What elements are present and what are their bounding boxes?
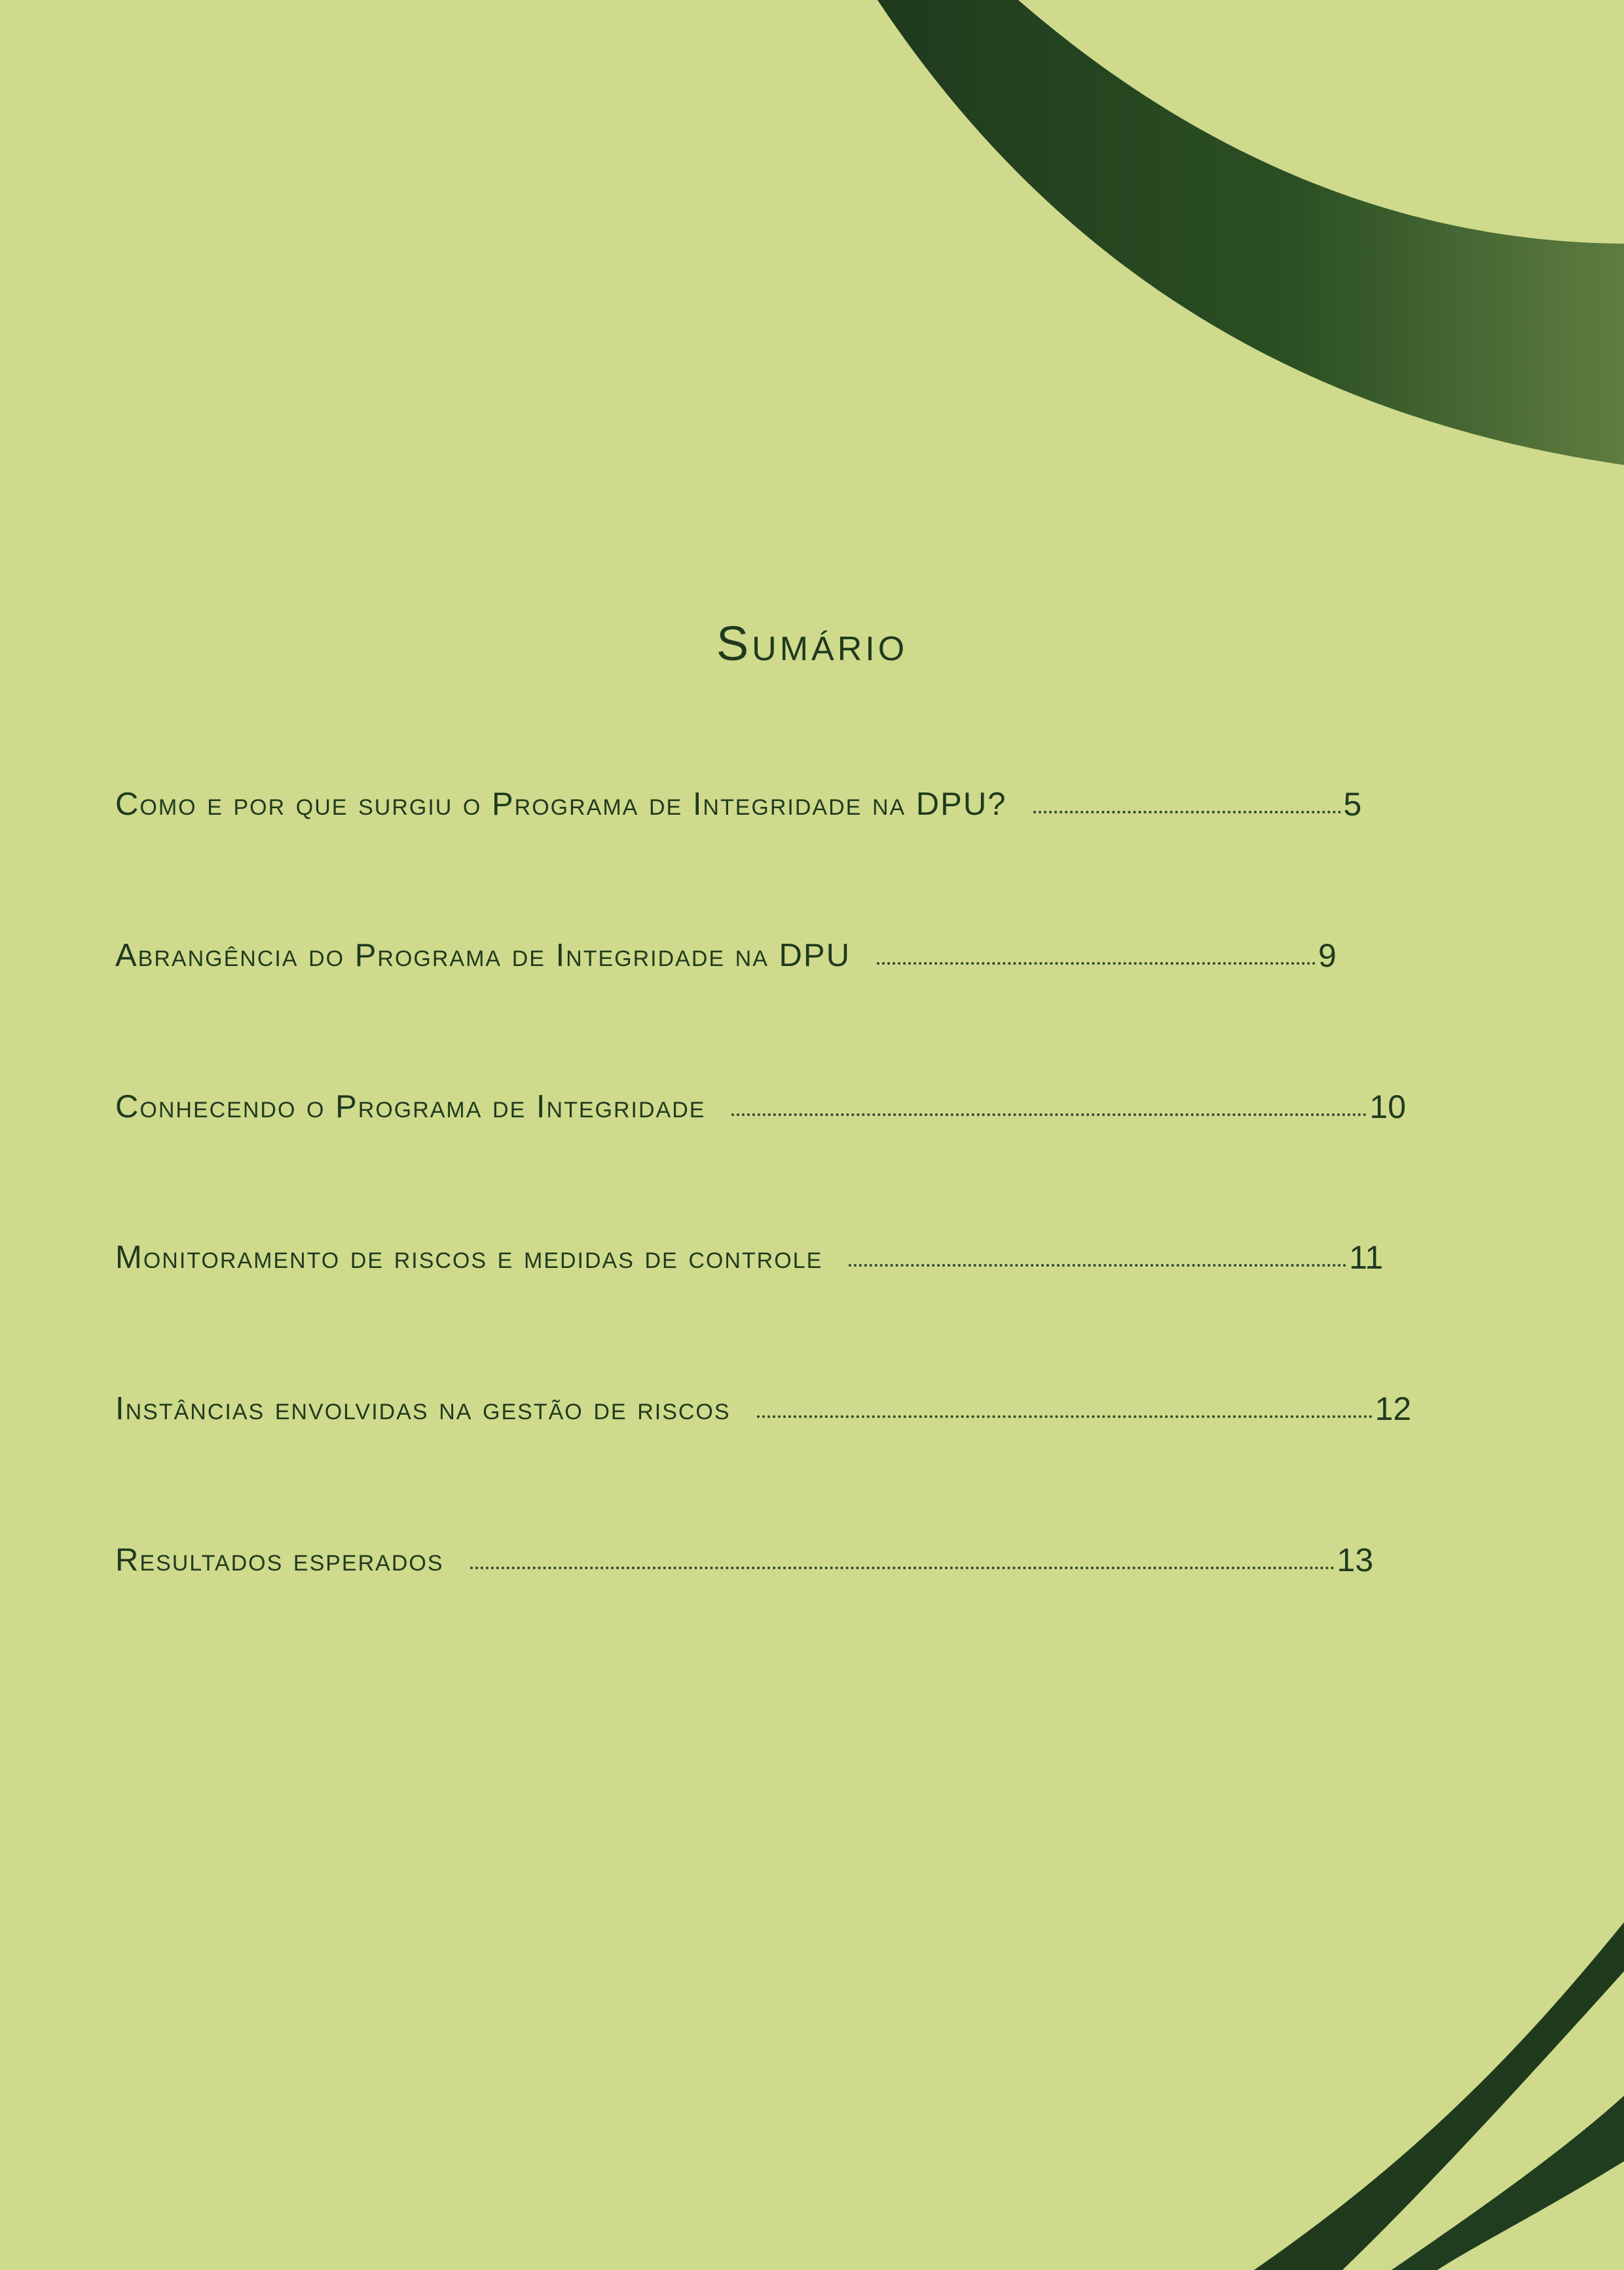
toc-entry-label: Como e por que surgiu o Programa de Integridade na DPU? xyxy=(115,787,1007,822)
toc-entry-page: 5 xyxy=(1343,786,1362,823)
toc-entry[interactable] xyxy=(115,1383,1411,1435)
toc-entry-page: 11 xyxy=(1349,1239,1384,1276)
toc-entry-page: 13 xyxy=(1337,1542,1374,1578)
bottom-right-swoosh-outer xyxy=(1254,1922,1624,2270)
toc-entry[interactable] xyxy=(115,929,1337,982)
dot-leader xyxy=(470,1567,1335,1569)
dot-leader xyxy=(1033,811,1341,813)
toc-entry-label: Abrangência do Programa de Integridade na DPU xyxy=(115,938,851,973)
toc-entry-label: Conhecendo o Programa de Integridade xyxy=(115,1089,706,1125)
page-title: Sumário xyxy=(716,616,908,671)
dot-leader xyxy=(731,1113,1367,1116)
toc-entry-label: Monitoramento de riscos e medidas de controle xyxy=(115,1240,823,1275)
toc-entry[interactable] xyxy=(115,1534,1373,1586)
bottom-right-swoosh-inner xyxy=(1392,2096,1624,2270)
toc-entry[interactable] xyxy=(115,778,1361,830)
toc-entry-page: 9 xyxy=(1318,937,1337,974)
toc-entry-page: 10 xyxy=(1369,1088,1407,1125)
toc-entry-page: 12 xyxy=(1375,1390,1412,1427)
toc-entry[interactable] xyxy=(115,1231,1383,1284)
top-right-swoosh xyxy=(877,0,1624,465)
dot-leader xyxy=(849,1264,1346,1267)
toc-entry-label: Resultados esperados xyxy=(115,1542,444,1578)
toc-entry-label: Instâncias envolvidas na gestão de riscos xyxy=(115,1391,731,1426)
dot-leader xyxy=(877,962,1316,965)
toc-entry[interactable] xyxy=(115,1081,1406,1133)
dot-leader xyxy=(757,1415,1373,1418)
